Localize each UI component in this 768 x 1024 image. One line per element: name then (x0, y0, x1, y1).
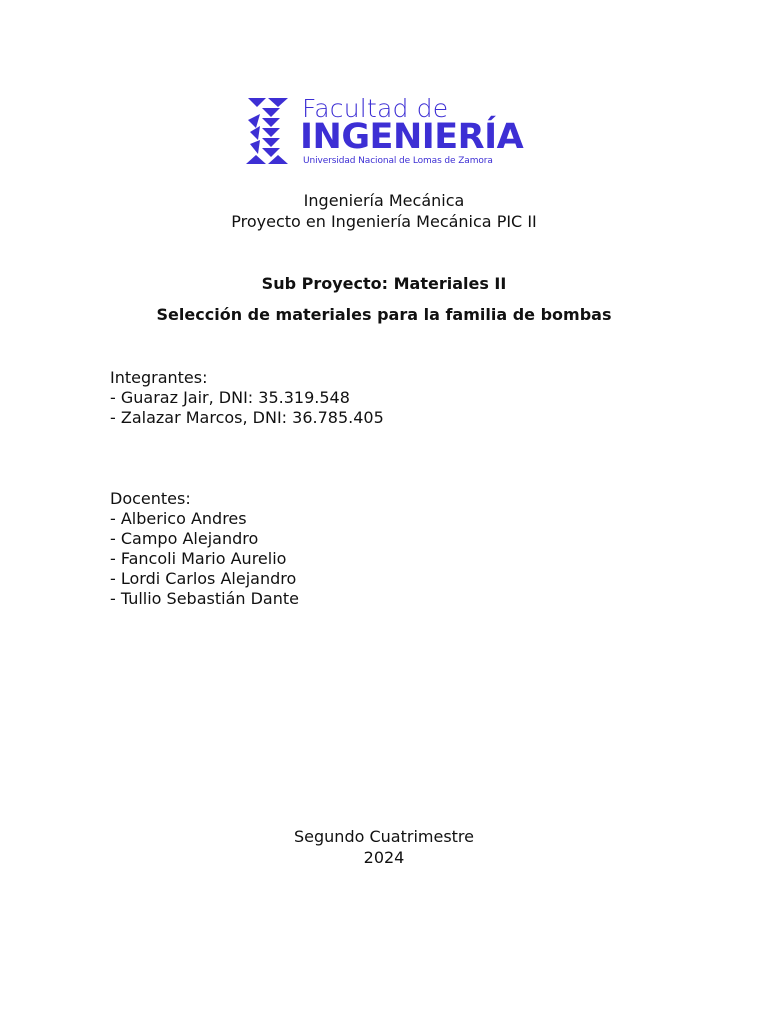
list-item: - Guaraz Jair, DNI: 35.319.548 (110, 388, 350, 407)
year-label: 2024 (363, 848, 405, 867)
list-item: - Fancoli Mario Aurelio (110, 549, 287, 568)
integrantes-heading: Integrantes: (110, 368, 208, 387)
logo-text-university: Universidad Nacional de Lomas de Zamora (303, 156, 493, 166)
project-title: Proyecto en Ingeniería Mecánica PIC II (231, 212, 537, 231)
list-item: - Tullio Sebastián Dante (110, 589, 299, 608)
faculty-logo (244, 96, 524, 170)
docentes-section (110, 489, 299, 609)
list-item: - Campo Alejandro (110, 529, 259, 548)
term-label: Segundo Cuatrimestre (294, 827, 474, 846)
logo-emblem-icon (244, 98, 294, 168)
integrantes-section (110, 368, 384, 428)
docentes-heading: Docentes: (110, 489, 191, 508)
list-item: - Zalazar Marcos, DNI: 36.785.405 (110, 408, 384, 427)
list-item: - Lordi Carlos Alejandro (110, 569, 297, 588)
subproject-subtitle: Selección de materiales para la familia de bombas (156, 305, 612, 324)
department-title: Ingeniería Mecánica (303, 191, 465, 210)
subproject-title: Sub Proyecto: Materiales II (261, 274, 507, 293)
list-item: - Alberico Andres (110, 509, 247, 528)
logo-text-ingenieria: INGENIERÍA (300, 117, 524, 157)
logo-text-facultad: Facultad de (302, 94, 449, 123)
